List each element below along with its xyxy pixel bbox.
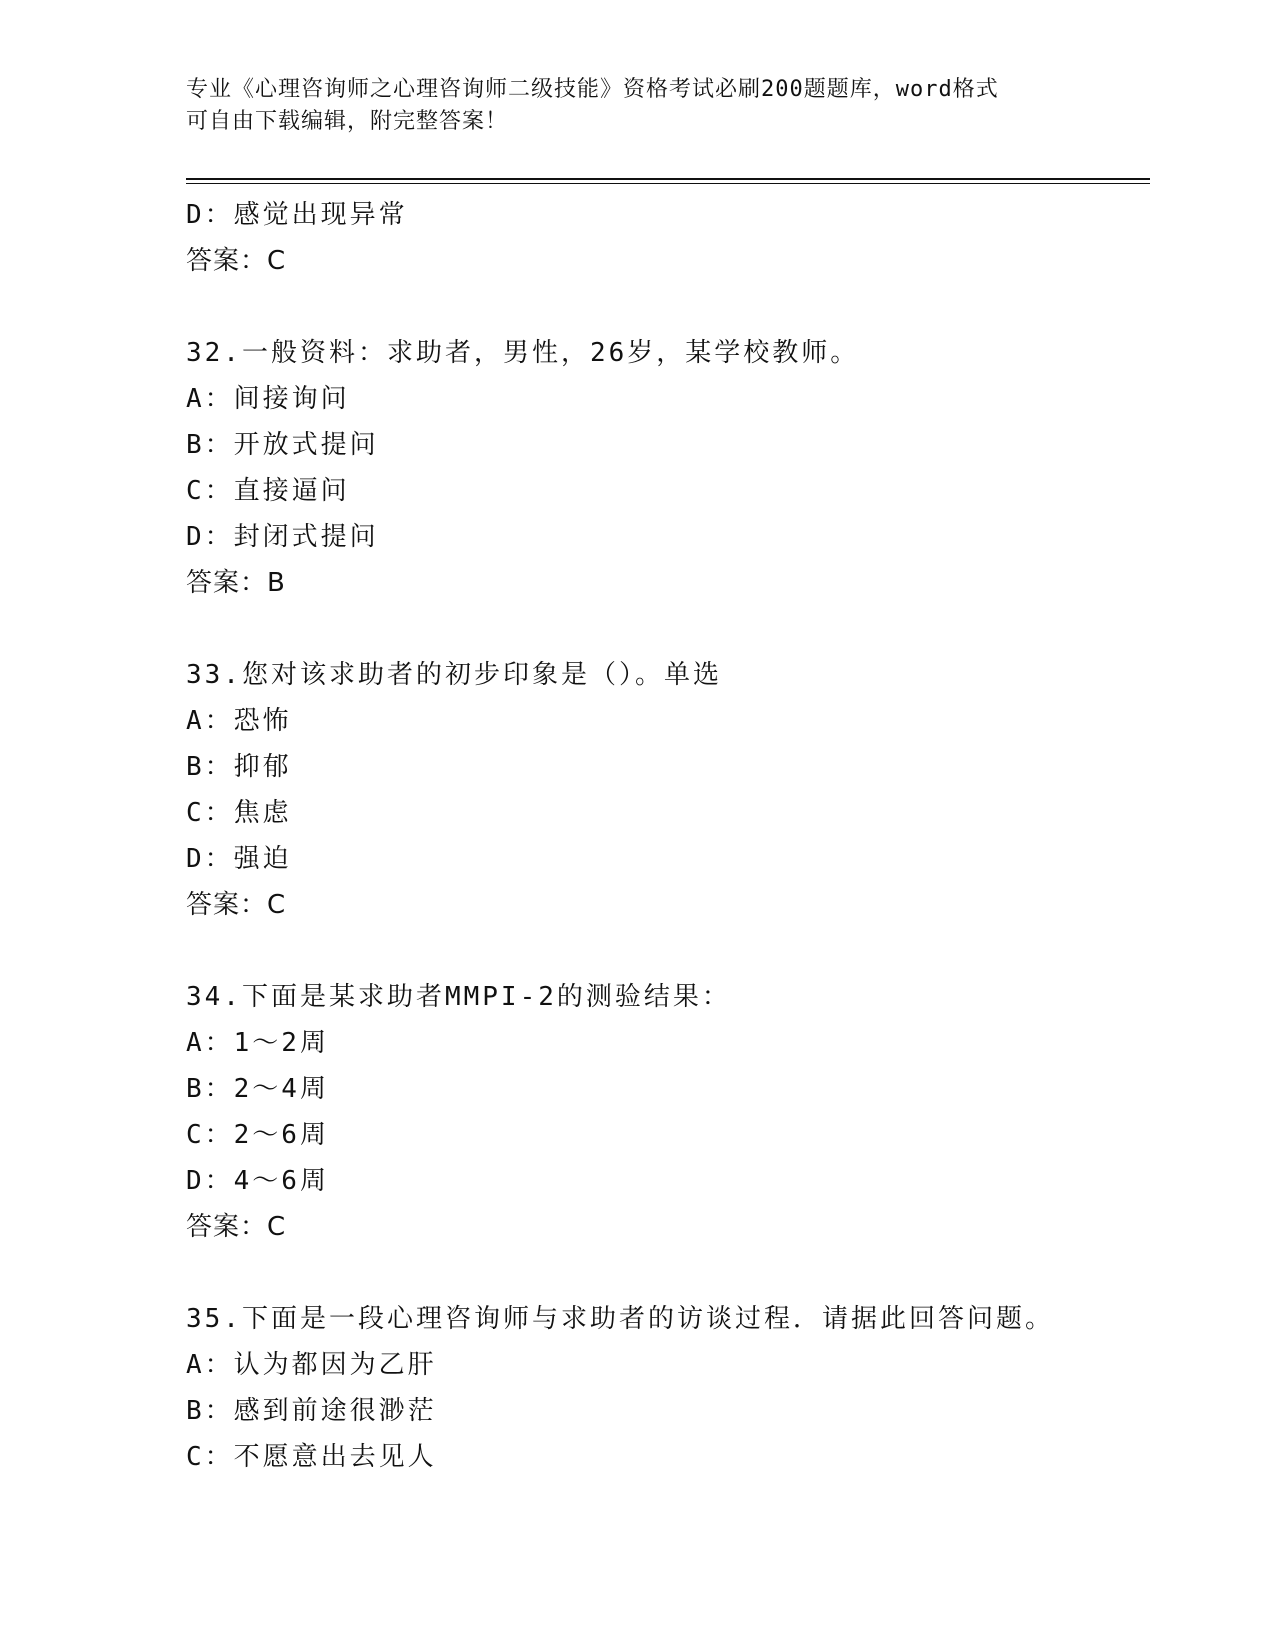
option-b: B：抑郁 bbox=[186, 752, 292, 782]
answer-line: 答案：C bbox=[186, 890, 287, 920]
answer-line: 答案：C bbox=[186, 1212, 287, 1242]
option-d: D：强迫 bbox=[186, 844, 292, 874]
question-block bbox=[186, 1296, 1146, 1480]
answer-line: 答案：B bbox=[186, 568, 286, 598]
option-a: A：1～2周 bbox=[186, 1028, 329, 1058]
option-c: C：2～6周 bbox=[186, 1120, 329, 1150]
document-body bbox=[186, 192, 1146, 1480]
header-line-2: 可自由下载编辑，附完整答案！ bbox=[186, 109, 509, 134]
question-stem: 33.您对该求助者的初步印象是（）。单选 bbox=[186, 660, 722, 690]
spacer bbox=[186, 928, 1146, 974]
option-d: D：4～6周 bbox=[186, 1166, 329, 1196]
question-block bbox=[186, 652, 1146, 928]
option-a: A：间接询问 bbox=[186, 384, 350, 414]
option-b: B：2～4周 bbox=[186, 1074, 329, 1104]
question-block bbox=[186, 974, 1146, 1250]
option-a: A：恐怖 bbox=[186, 706, 292, 736]
option-c: C：焦虑 bbox=[186, 798, 292, 828]
question-stem: 34.下面是某求助者MMPI-2的测验结果： bbox=[186, 982, 731, 1012]
option-b: B：感到前途很渺茫 bbox=[186, 1396, 437, 1426]
option-a: A：认为都因为乙肝 bbox=[186, 1350, 437, 1380]
spacer bbox=[186, 284, 1146, 330]
option-d: D：封闭式提问 bbox=[186, 522, 379, 552]
document-header bbox=[186, 74, 1086, 138]
spacer bbox=[186, 1250, 1146, 1296]
header-divider bbox=[186, 178, 1150, 184]
option-d: D：感觉出现异常 bbox=[186, 200, 408, 230]
answer-line: 答案：C bbox=[186, 246, 287, 276]
option-c: C：不愿意出去见人 bbox=[186, 1442, 437, 1472]
option-b: B：开放式提问 bbox=[186, 430, 379, 460]
option-c: C：直接逼问 bbox=[186, 476, 350, 506]
question-stem: 35.下面是一段心理咨询师与求助者的访谈过程．请据此回答问题。 bbox=[186, 1304, 1054, 1334]
question-block bbox=[186, 330, 1146, 606]
spacer bbox=[186, 606, 1146, 652]
question-stem: 32.一般资料：求助者，男性，26岁，某学校教师。 bbox=[186, 338, 860, 368]
header-line-1: 专业《心理咨询师之心理咨询师二级技能》资格考试必刷200题题库，word格式 bbox=[186, 77, 999, 102]
